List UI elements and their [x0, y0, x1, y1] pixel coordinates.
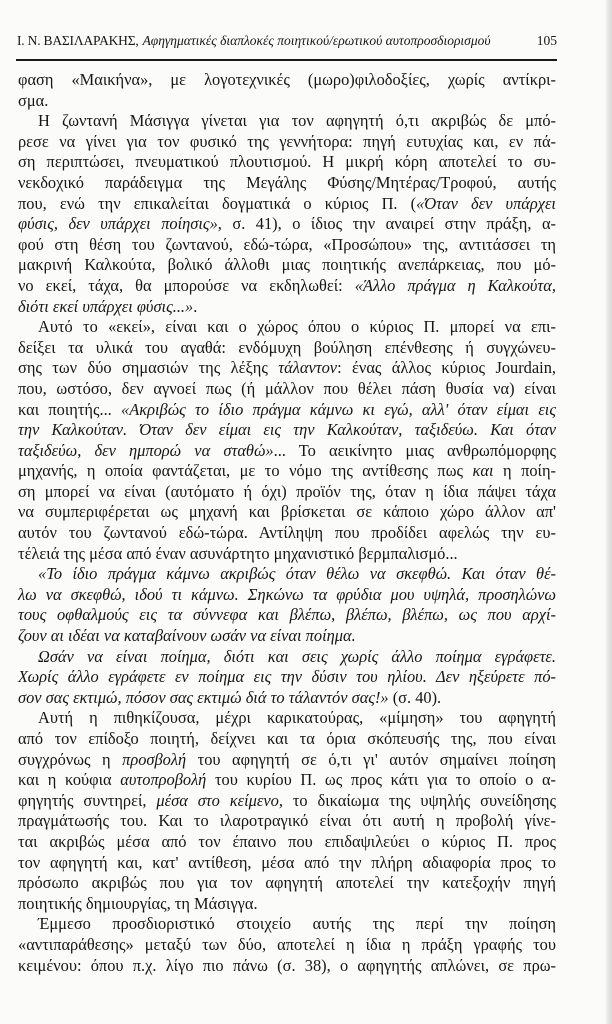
header-rule: [16, 59, 557, 61]
text-line: [18, 482, 556, 503]
text-line: [18, 173, 556, 194]
italic-text: φύσις, δεν υπάρχει ποίησις»: [18, 214, 218, 234]
text-segment: φηγητής συντηρεί,: [18, 790, 157, 810]
text-line: [18, 132, 556, 153]
text-segment: Αυτή η πιθηκίζουσα, μέχρι καρικατούρας, «μίμηση» του αφηγητή: [38, 708, 556, 728]
text-segment: αυτόν του ζωντανού εδώ-τώρα. Αντίληψη που προδίδει αφελώς την ευ-: [18, 523, 556, 543]
italic-text: «Άλλο πράγμα η Καλκούτα,: [354, 275, 556, 295]
text-segment: ται ακριβώς μέσα από τον έπαινο που επιδαψιλεύει ο κύριος Π. προς: [18, 831, 556, 851]
italic-text: ζουν αι ιδέαι να καταβαίνουν ωσάν να είναι ποίημα.: [18, 626, 356, 646]
text-line: [18, 935, 556, 956]
text-line: [18, 214, 556, 235]
text-line: [18, 729, 556, 750]
text-line: [18, 605, 556, 626]
italic-text: διότι εκεί υπάρχει φύσις...»: [18, 296, 194, 316]
italic-text: ταξιδεύω, δεν ημπορώ να σταθώ»: [18, 440, 274, 460]
italic-text: «Όταν δεν υπάρχει: [416, 193, 556, 213]
text-line: [18, 420, 556, 441]
text-segment: μηχανής, η οποία φαντάζεται, με το νόμο της αντίθεσης πως: [18, 461, 473, 481]
text-segment: δείξει τα υλικά του αγαθά: ενδόμυχη βούληση επένθεσης ή συγχώνευ-: [18, 337, 556, 357]
italic-text: Χωρίς άλλο εγράφετε εν ποίημα εις την δύσιν του ηλίου. Δεν ηξεύρετε πό-: [18, 667, 556, 687]
text-segment: σης των δύο σημασιών της λέξης: [18, 358, 279, 378]
text-segment: : ένας άλλος κύριος Jourdain,: [337, 358, 556, 378]
text-segment: , το δικαίωμα της υψηλής συνείδησης: [278, 790, 556, 810]
text-line: [18, 832, 556, 853]
text-line: [18, 626, 556, 647]
text-segment: φού στη θέση του ζωντανού, εδώ-τώρα, «Προσώπου» της, αντιτάσσει τη: [18, 234, 556, 254]
text-line: [18, 358, 556, 379]
italic-text: την Καλκούταν. Όταν δεν είμαι εις την Καλκούταν, ταξιδεύω. Και όταν: [18, 420, 556, 440]
text-line: [18, 235, 556, 256]
italic-text: μέσα στο κείμενο: [156, 790, 279, 810]
text-line: [18, 853, 556, 874]
text-line: [18, 91, 556, 112]
text-segment: (σ. 40).: [388, 687, 442, 707]
text-line: [18, 770, 556, 791]
text-line: [18, 338, 556, 359]
text-segment: του αφηγητή σε ό,τι γι' αυτόν σημαίνει ποίηση: [186, 749, 556, 769]
text-line: [18, 194, 556, 215]
text-line: [18, 152, 556, 173]
text-segment: νεκδοχικό παράδειγμα της Μεγάλης Φύσης/Μητέρας/Τροφού, αυτής: [18, 172, 556, 192]
text-segment: πρόσωπο ακριβώς που για τον αφηγητή αποτελεί την κατεξοχήν πηγή: [18, 873, 556, 893]
text-segment: Αυτό το «εκεί», είναι και ο χώρος όπου ο κύριος Π. μπορεί να επι-: [38, 317, 556, 337]
text-segment: να συμπεριφέρεται ως μηχανή και βρίσκεται σε κάποιο χώρο άλλον απ': [18, 502, 556, 522]
text-segment: η ποίη-: [493, 461, 556, 481]
text-segment: ση μπορεί να είναι (αυτόματο ή όχι) προϊόν της, όταν η ίδια πάψει τάχα: [18, 481, 556, 501]
header-author: Ι. Ν. ΒΑΣΙΛΑΡΑΚΗΣ,: [17, 33, 139, 48]
text-line: [18, 688, 556, 709]
text-segment: «αντιπαράθεσης» μεταξύ των δύο, αποτελεί η ίδια η πράξη γραφής του: [18, 934, 556, 954]
text-line: [18, 400, 556, 421]
text-line: [18, 70, 556, 91]
text-segment: τέλειά της μέσα από έναν ασυνάρτητο μηχανιστικό βερμπαλισμό...: [18, 543, 458, 563]
text-segment: ρεσε να γίνει για τον φυσικό της γεννήτορα: πηγή ευτυχίας και, εν πά-: [18, 131, 556, 151]
text-segment: συγχρόνως η: [18, 749, 123, 769]
text-line: [18, 544, 556, 565]
text-line: [18, 667, 556, 688]
text-line: [18, 317, 556, 338]
italic-text: σον σας εκτιμώ, πόσον σας εκτιμώ διά το τάλαντόν σας!»: [18, 687, 389, 707]
text-line: [18, 956, 556, 977]
italic-text: τους οφθαλμούς εις τα σύννεφα και βλέπω, βλέπω, βλέπω, ως που αρχί-: [18, 605, 556, 625]
text-segment: και ποιητής...: [18, 399, 122, 419]
text-segment: που, ενώ την επικαλείται δογματικά ο κύριος Π. (: [18, 193, 417, 213]
italic-text: Ωσάν να είναι ποίημα, διότι και σεις χωρίς άλλο ποίημα εγράφετε.: [38, 646, 556, 666]
page-number: 105: [536, 33, 557, 48]
italic-text: λω να σκεφθώ, ιδού τι κάμνω. Σηκώνω τα φρύδια μου υψηλά, προσηλώνω: [18, 584, 556, 604]
text-line: [18, 379, 556, 400]
italic-text: «Ακριβώς το ίδιο πράγμα κάμνω κι εγώ, αλλ' όταν είμαι εις: [121, 399, 557, 419]
text-segment: φαση «Μαικήνα», με λογοτεχνικές (μωρο)φιλοδοξίες, χωρίς αντίκρι-: [18, 70, 556, 89]
text-line: [18, 873, 556, 894]
running-header: [17, 33, 557, 53]
text-segment: νο εκεί, τάχα, θα μπορούσε να εκδηλωθεί:: [18, 275, 355, 295]
text-line: [18, 255, 556, 276]
text-segment: .: [193, 296, 198, 316]
text-line: [18, 523, 556, 544]
text-line: [18, 502, 556, 523]
italic-text: «Το ίδιο πράγμα κάμνω ακριβώς όταν θέλω να σκεφθώ. Και όταν θέ-: [38, 564, 556, 584]
italic-text: αυτοπροβολή: [120, 770, 207, 790]
text-line: [18, 811, 556, 832]
text-line: [18, 791, 556, 812]
text-line: [18, 276, 556, 297]
text-line: [18, 585, 556, 606]
italic-text: προσβολή: [122, 749, 187, 769]
text-line: [18, 111, 556, 132]
text-line: [18, 297, 556, 318]
text-segment: σμα.: [18, 90, 49, 110]
text-segment: του κυρίου Π. ως προς κάτι για το οποίο ο α-: [206, 770, 556, 790]
text-segment: από τον επίδοξο ποιητή, δείχνει και τα όρια σκόπευσής της, που είναι: [18, 729, 556, 748]
text-segment: ποιητικής δημιουργίας, τη Μάσιγγα.: [18, 893, 258, 913]
text-segment: Έμμεσο προσδιοριστικό στοιχείο αυτής της περί την ποίηση: [38, 914, 556, 934]
text-line: [18, 461, 556, 482]
header-title: Αφηγηματικές διαπλοκές ποιητικού/ερωτικού αυτοπροσδιορισμού: [142, 33, 491, 48]
text-line: [18, 708, 556, 729]
italic-text: τάλαντον: [278, 358, 338, 378]
text-segment: ση περιπτώσει, πνευματικού πλουτισμού. Η μικρή κόρη αποτελεί το συ-: [18, 152, 556, 172]
text-line: [18, 750, 556, 771]
text-segment: Η ζωντανή Μάσιγγα γίνεται για τον αφηγητή ό,τι ακριβώς δε μπό-: [38, 111, 556, 131]
text-segment: και η κούφια: [18, 770, 121, 790]
text-segment: κειμένου: όπου π.χ. λίγο πιο πάνω (σ. 38), ο αφηγητής απλώνει, σε πρω-: [18, 955, 556, 975]
page-edge-shadow: [606, 0, 612, 1024]
text-line: [18, 564, 556, 585]
text-segment: που, ωστόσο, δεν αγνοεί πως (ή μάλλον που θέλει πάση θυσία να) είναι: [18, 378, 556, 398]
text-segment: πραγμάτωσής του. Και το ιλαροτραγικό είναι ότι αυτή η προβολή γίνε-: [18, 811, 556, 831]
body-text: [18, 70, 556, 976]
text-segment: μακρινή Καλκούτα, βολικό άλλοθι μιας ποιητικής ανεπάρκειας, που μό-: [18, 255, 556, 275]
text-segment: , σ. 41), ο ίδιος την αναιρεί στην πράξη, α-: [217, 214, 556, 234]
text-line: [18, 647, 556, 668]
text-line: [18, 914, 556, 935]
text-line: [18, 441, 556, 462]
italic-text: και: [472, 461, 494, 481]
text-segment: ... Το αεικίνητο μιας ανθρωπόμορφης: [273, 440, 556, 460]
text-segment: τον αφηγητή και, κατ' αντίθεση, μέσα από την πλήρη αδιαφορία προς το: [18, 852, 556, 872]
text-line: [18, 894, 556, 915]
